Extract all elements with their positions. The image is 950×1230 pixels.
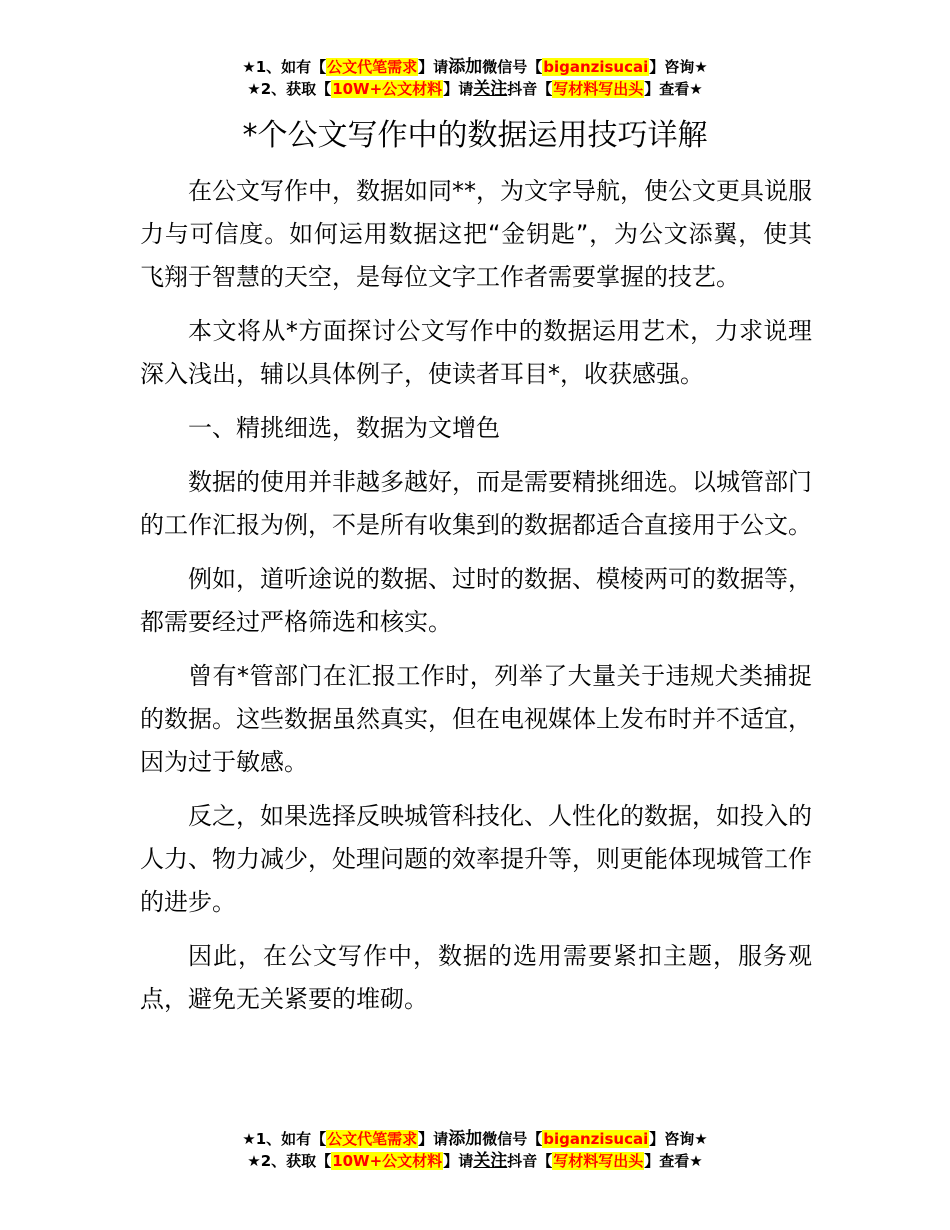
promo-text: 】咨询★	[649, 1130, 708, 1148]
paragraph: 曾有*管部门在汇报工作时，列举了大量关于违规犬类捕捉的数据。这些数据虽然真实，但在电视媒体上发布时并不适宜，因为过于敏感。	[140, 662, 812, 776]
highlight-materials: 10W+公文材料	[332, 80, 443, 98]
promo-text: 微信号【	[482, 58, 543, 76]
highlight-materials: 10W+公文材料	[332, 1152, 443, 1170]
document-title: *个公文写作中的数据运用技巧详解	[242, 118, 708, 153]
highlight-wechat-id: biganzisucai	[543, 58, 649, 76]
promo-text: ★2、获取【	[247, 80, 332, 98]
paragraph-intro-1: 在公文写作中，数据如同**，为文字导航，使公文更具说服力与可信度。如何运用数据这把“金钥匙”，为公文添翼，使其飞翔于智慧的天空，是每位文字工作者需要掌握的技艺。	[140, 177, 812, 291]
paragraph-intro-2: 本文将从*方面探讨公文写作中的数据运用艺术，力求说理深入浅出，辅以具体例子，使读者耳目*，收获感强。	[140, 317, 812, 388]
promo-text: 】请	[443, 80, 474, 98]
section-heading-1: 一、精挑细选，数据为文增色	[188, 414, 500, 442]
promo-follow-link: 关注	[473, 79, 508, 99]
highlight-douyin-account: 写材料写出头	[553, 80, 644, 98]
highlight-wechat-id: biganzisucai	[543, 1130, 649, 1148]
promo-line-2	[0, 78, 950, 100]
highlight-ghostwriting: 公文代笔需求	[327, 58, 418, 76]
paragraph: 反之，如果选择反映城管科技化、人性化的数据，如投入的人力、物力减少，处理问题的效率提升等，则更能体现城管工作的进步。	[140, 802, 812, 916]
promo-text: 抖音【	[507, 80, 553, 98]
promo-follow-link: 关注	[473, 1151, 508, 1171]
promo-text: 】请	[443, 1152, 474, 1170]
paragraph: 数据的使用并非越多越好，而是需要精挑细选。以城管部门的工作汇报为例，不是所有收集到的数据都适合直接用于公文。	[140, 468, 812, 539]
promo-text: 】咨询★	[649, 58, 708, 76]
highlight-ghostwriting: 公文代笔需求	[327, 1130, 418, 1148]
paragraph: 例如，道听途说的数据、过时的数据、模棱两可的数据等，都需要经过严格筛选和核实。	[140, 565, 812, 636]
document-body	[140, 170, 812, 1032]
promo-text: 】请	[418, 58, 449, 76]
promo-text: ★1、如有【	[242, 58, 327, 76]
promo-emphasis: 添加	[448, 1129, 483, 1149]
paragraph: 因此，在公文写作中，数据的选用需要紧扣主题，服务观点，避免无关紧要的堆砌。	[140, 942, 812, 1013]
promo-line-1	[0, 1128, 950, 1150]
promo-emphasis: 添加	[448, 57, 483, 77]
promo-header	[0, 56, 950, 100]
highlight-douyin-account: 写材料写出头	[553, 1152, 644, 1170]
promo-text: 微信号【	[482, 1130, 543, 1148]
promo-text: ★1、如有【	[242, 1130, 327, 1148]
promo-text: ★2、获取【	[247, 1152, 332, 1170]
promo-line-1	[0, 56, 950, 78]
promo-text: 】查看★	[644, 1152, 703, 1170]
promo-text: 抖音【	[507, 1152, 553, 1170]
promo-line-2	[0, 1150, 950, 1172]
promo-text: 】查看★	[644, 80, 703, 98]
promo-footer	[0, 1128, 950, 1172]
promo-text: 】请	[418, 1130, 449, 1148]
